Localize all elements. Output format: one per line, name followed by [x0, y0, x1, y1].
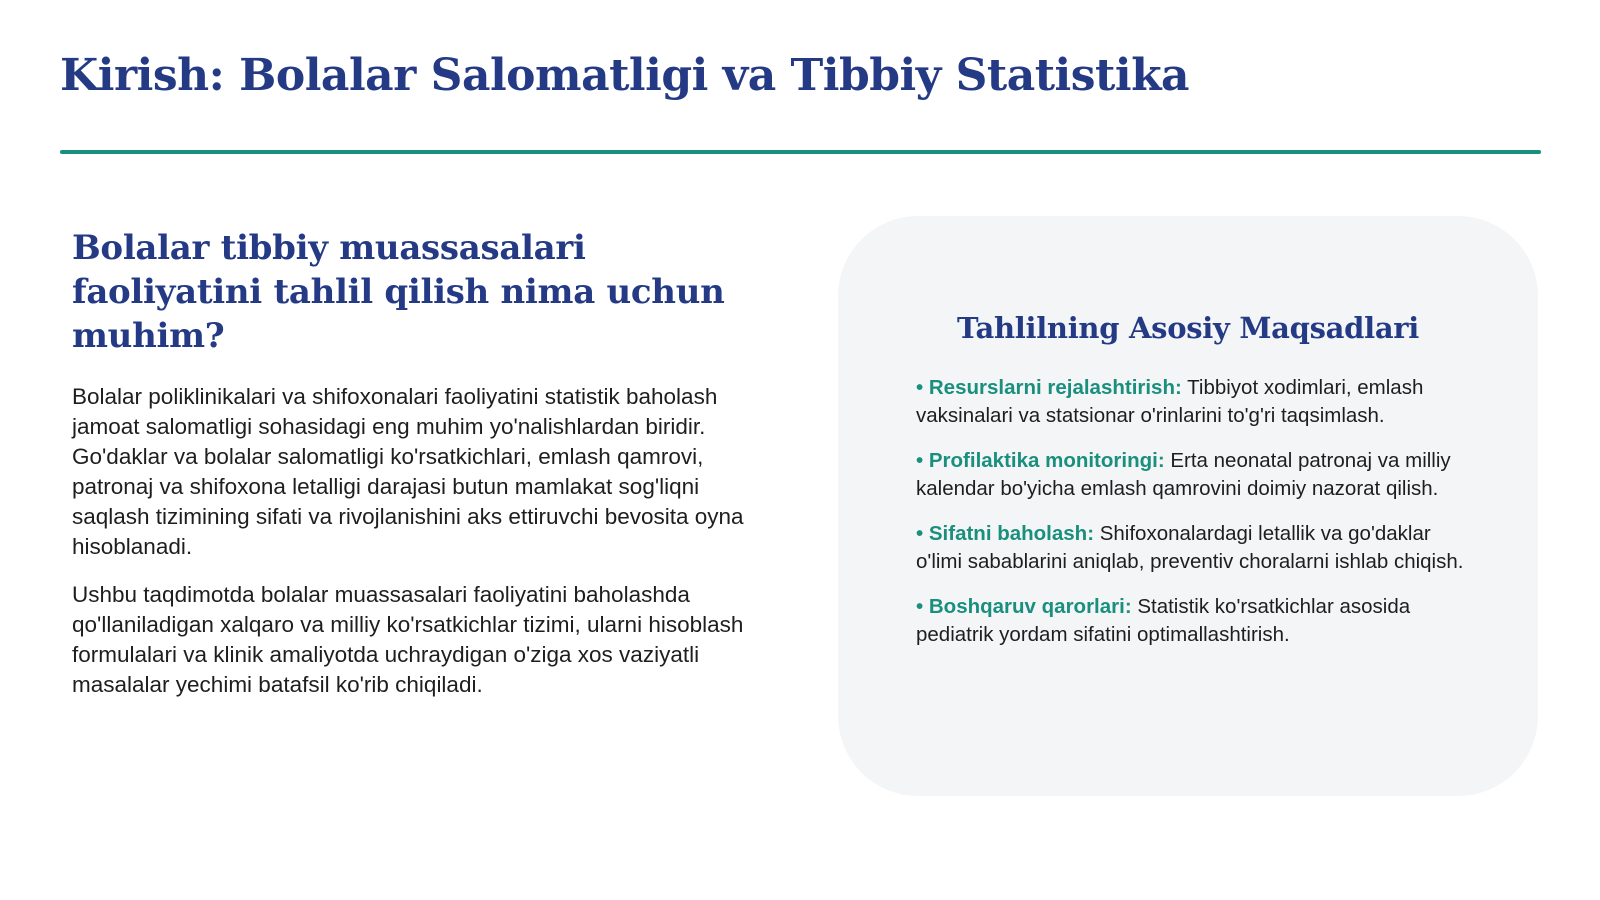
- goal-text: Statistik ko'rsatkichlar asosida pediatrik yordam sifatini optimallashtirish.: [916, 595, 1411, 646]
- intro-heading: Bolalar tibbiy muassasalari faoliyatini tahlil qilish nima uchun muhim?: [72, 228, 725, 356]
- goal-label: • Sifatni baholash:: [916, 522, 1095, 545]
- intro-section: [72, 226, 772, 718]
- goal-text: Erta neonatal patronaj va milliy kalendar bo'yicha emlash qamrovini doimiy nazorat qilish.: [916, 449, 1451, 500]
- page-title: Kirish: Bolalar Salomatligi va Tibbiy Statistika: [60, 50, 1190, 101]
- goal-item: [916, 520, 1470, 576]
- goal-label: • Profilaktika monitoringi:: [916, 449, 1165, 472]
- title-divider: [60, 150, 1541, 154]
- goal-label: • Boshqaruv qarorlari:: [916, 595, 1132, 618]
- goal-label: • Resurslarni rejalashtirish:: [916, 376, 1182, 399]
- goals-card: [838, 216, 1538, 796]
- goal-item: [916, 374, 1470, 430]
- intro-paragraph: Ushbu taqdimotda bolalar muassasalari faoliyatini baholashda qo'llaniladigan xalqaro va milliy ko'rsatkichlar tizimi, ularni hisoblash formulalari va klinik amaliyotda uchraydigan o'ziga xos vaziyatli masalalar yechimi batafsil ko'rib chiqiladi.: [72, 582, 744, 697]
- goal-item: [916, 593, 1470, 649]
- goals-title: Tahlilning Asosiy Maqsadlari: [956, 311, 1419, 345]
- goal-text: Tibbiyot xodimlari, emlash vaksinalari va statsionar o'rinlarini to'g'ri taqsimlash.: [916, 376, 1424, 427]
- goals-list: [916, 374, 1470, 666]
- goal-text: Shifoxonalardagi letallik va go'daklar o'limi sabablarini aniqlab, preventiv choralarni ishlab chiqish.: [916, 522, 1464, 573]
- goal-item: [916, 447, 1470, 503]
- intro-paragraph: Bolalar poliklinikalari va shifoxonalari faoliyatini statistik baholash jamoat salomatligi sohasidagi eng muhim yo'nalishlardan biridir. Go'daklar va bolalar salomatligi ko'rsatkichlari, emlash qamrovi, patronaj va shifoxona letalligi darajasi butun mamlakat sog'liqni saqlash tizimining sifati va rivojlanishini aks ettiruvchi bevosita oyna hisoblanadi.: [72, 384, 744, 559]
